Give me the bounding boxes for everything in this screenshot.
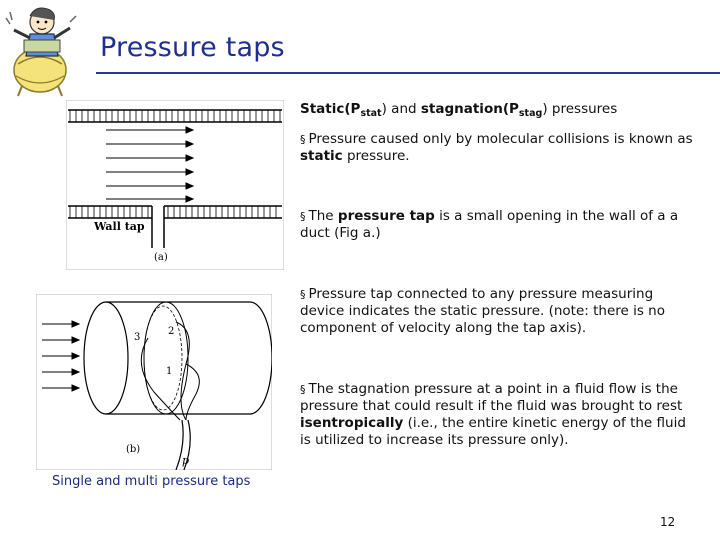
figure-a-label: (a) <box>154 252 168 263</box>
bullet-marker: § <box>300 288 306 301</box>
heading-p-left: (P <box>344 101 361 117</box>
heading-p-left2: (P <box>502 101 519 117</box>
heading-stagnation: stagnation <box>420 101 503 117</box>
heading-pressures: pressures <box>547 101 618 117</box>
bullet2-text: The <box>308 208 338 224</box>
bullet4-end: (i.e., the entire kinetic energy of the fluid is utilized to increase its pressure only). <box>300 415 686 448</box>
tap-label-2: 2 <box>168 326 175 337</box>
bullet4-bold: isentropically <box>300 415 404 431</box>
slide-logo <box>0 0 96 100</box>
bullet-static-pressure <box>300 131 700 165</box>
heading-static: Static <box>300 101 345 117</box>
bullet-marker: § <box>300 383 306 396</box>
heading-close1: ) <box>381 101 387 117</box>
bullet-pressure-tap <box>300 208 700 242</box>
bullet3-text: Pressure tap connected to any pressure measuring device indicates the static pressure. (note: there is no component of velocity along the tap axis). <box>300 286 665 336</box>
section-heading <box>300 101 700 122</box>
heading-close2: ) <box>542 101 548 117</box>
bullet4-text: The stagnation pressure at a point in a fluid flow is the pressure that could result if the fluid was brought to rest <box>300 381 683 414</box>
slide-title: Pressure taps <box>100 32 285 63</box>
bullet2-bold: pressure tap <box>337 208 435 224</box>
bullet2-end: is a small opening in the wall of a a duct (Fig a.) <box>300 208 679 241</box>
bullet-tap-connection <box>300 286 700 337</box>
heading-stat-subscript: stat <box>360 108 382 119</box>
figure-caption: Single and multi pressure taps <box>52 474 251 489</box>
pressure-output-label: p <box>182 454 190 467</box>
figure-a-wall-tap <box>66 100 284 270</box>
bullet1-text: Pressure caused only by molecular collisions is known as <box>308 131 693 147</box>
bullet-stagnation-pressure <box>300 381 700 449</box>
bullet1-end: pressure. <box>342 148 410 164</box>
figure-b-label: (b) <box>126 444 141 455</box>
tap-label-3: 3 <box>134 332 141 343</box>
heading-and: and <box>386 101 421 117</box>
figure-b-multi-taps <box>36 294 272 470</box>
bullet-marker: § <box>300 210 306 223</box>
bullet-marker: § <box>300 133 306 146</box>
wall-tap-label: Wall tap <box>94 220 145 233</box>
heading-stag-subscript: stag <box>518 108 543 119</box>
page-number: 12 <box>660 515 676 529</box>
tap-label-1: 1 <box>166 366 173 377</box>
bullet1-bold: static <box>300 148 343 164</box>
title-divider <box>96 72 720 74</box>
